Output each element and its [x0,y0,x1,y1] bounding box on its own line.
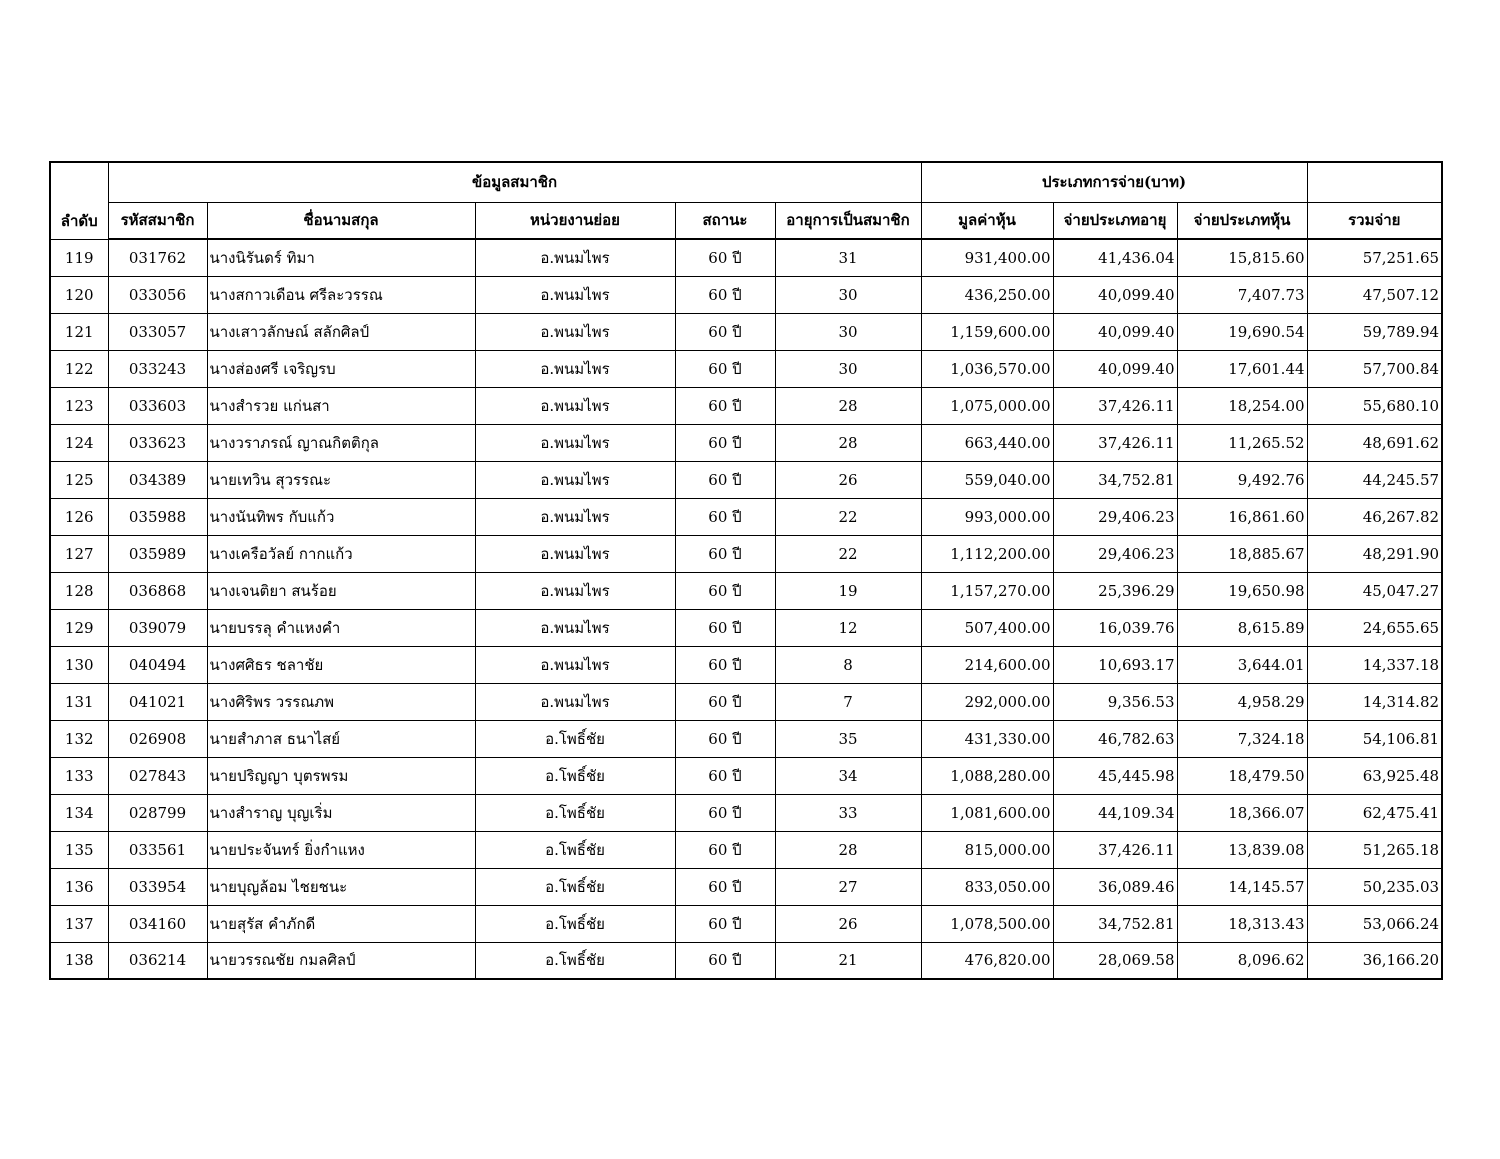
header-group-blank [1307,162,1442,202]
cell-status: 60 ปี [675,942,775,979]
cell-status: 60 ปี [675,572,775,609]
cell-years: 12 [775,609,921,646]
cell-total: 59,789.94 [1307,313,1442,350]
column-header-name: ชื่อนามสกุล [207,202,475,239]
cell-share-value: 1,078,500.00 [921,905,1053,942]
cell-share-value: 1,075,000.00 [921,387,1053,424]
cell-no: 132 [50,720,108,757]
table-row [50,905,1442,942]
cell-member-id: 033243 [108,350,207,387]
cell-years: 26 [775,905,921,942]
cell-member-id: 033954 [108,868,207,905]
column-header-years: อายุการเป็นสมาชิก [775,202,921,239]
cell-unit: อ.พนมไพร [475,609,675,646]
cell-name: นางสำราญ บุญเริ่ม [207,794,475,831]
cell-share-pay: 4,958.29 [1177,683,1307,720]
cell-status: 60 ปี [675,239,775,276]
cell-unit: อ.พนมไพร [475,276,675,313]
cell-no: 125 [50,461,108,498]
cell-share-pay: 18,313.43 [1177,905,1307,942]
cell-unit: อ.โพธิ์ชัย [475,942,675,979]
cell-no: 124 [50,424,108,461]
cell-name: นางเครือวัลย์ กากแก้ว [207,535,475,572]
cell-total: 48,691.62 [1307,424,1442,461]
cell-share-pay: 19,690.54 [1177,313,1307,350]
header-group-row [50,162,1442,202]
cell-share-pay: 18,254.00 [1177,387,1307,424]
cell-status: 60 ปี [675,868,775,905]
cell-unit: อ.พนมไพร [475,498,675,535]
column-header-share-pay: จ่ายประเภทหุ้น [1177,202,1307,239]
cell-name: นายวรรณชัย กมลศิลป์ [207,942,475,979]
cell-no: 126 [50,498,108,535]
cell-total: 44,245.57 [1307,461,1442,498]
cell-status: 60 ปี [675,831,775,868]
cell-share-pay: 18,366.07 [1177,794,1307,831]
cell-years: 19 [775,572,921,609]
cell-age-pay: 45,445.98 [1053,757,1177,794]
cell-name: นางเสาวลักษณ์ สลักศิลป์ [207,313,475,350]
column-header-status: สถานะ [675,202,775,239]
cell-age-pay: 37,426.11 [1053,424,1177,461]
table-row [50,868,1442,905]
cell-no: 136 [50,868,108,905]
cell-no: 122 [50,350,108,387]
cell-member-id: 033603 [108,387,207,424]
cell-share-value: 931,400.00 [921,239,1053,276]
cell-status: 60 ปี [675,350,775,387]
cell-no: 138 [50,942,108,979]
cell-member-id: 026908 [108,720,207,757]
column-header-unit: หน่วยงานย่อย [475,202,675,239]
cell-age-pay: 40,099.40 [1053,313,1177,350]
table-body [50,239,1442,979]
cell-no: 131 [50,683,108,720]
cell-total: 57,700.84 [1307,350,1442,387]
cell-unit: อ.โพธิ์ชัย [475,720,675,757]
cell-member-id: 033623 [108,424,207,461]
cell-years: 30 [775,313,921,350]
cell-name: นางศศิธร ชลาชัย [207,646,475,683]
table-row [50,794,1442,831]
cell-share-value: 1,157,270.00 [921,572,1053,609]
cell-status: 60 ปี [675,905,775,942]
cell-total: 14,337.18 [1307,646,1442,683]
cell-share-pay: 8,096.62 [1177,942,1307,979]
cell-share-pay: 13,839.08 [1177,831,1307,868]
cell-years: 34 [775,757,921,794]
table-row [50,831,1442,868]
cell-unit: อ.พนมไพร [475,424,675,461]
cell-member-id: 033057 [108,313,207,350]
cell-status: 60 ปี [675,461,775,498]
cell-unit: อ.พนมไพร [475,572,675,609]
cell-years: 28 [775,831,921,868]
cell-no: 127 [50,535,108,572]
cell-years: 22 [775,535,921,572]
cell-total: 63,925.48 [1307,757,1442,794]
cell-age-pay: 34,752.81 [1053,461,1177,498]
cell-years: 7 [775,683,921,720]
cell-status: 60 ปี [675,276,775,313]
cell-name: นางนิรันดร์ ทิมา [207,239,475,276]
member-payment-table [49,161,1443,980]
cell-status: 60 ปี [675,720,775,757]
cell-name: นายสุรัส คำภักดี [207,905,475,942]
cell-share-pay: 9,492.76 [1177,461,1307,498]
cell-share-pay: 8,615.89 [1177,609,1307,646]
cell-name: นายประจันทร์ ยิ่งกำแหง [207,831,475,868]
cell-status: 60 ปี [675,313,775,350]
cell-total: 57,251.65 [1307,239,1442,276]
cell-name: นางส่องศรี เจริญรบ [207,350,475,387]
cell-total: 50,235.03 [1307,868,1442,905]
cell-years: 35 [775,720,921,757]
table-row [50,683,1442,720]
cell-age-pay: 37,426.11 [1053,831,1177,868]
cell-age-pay: 29,406.23 [1053,535,1177,572]
cell-unit: อ.พนมไพร [475,387,675,424]
cell-age-pay: 10,693.17 [1053,646,1177,683]
table-row [50,757,1442,794]
cell-share-value: 833,050.00 [921,868,1053,905]
cell-total: 14,314.82 [1307,683,1442,720]
column-header-age-pay: จ่ายประเภทอายุ [1053,202,1177,239]
cell-status: 60 ปี [675,609,775,646]
cell-age-pay: 16,039.76 [1053,609,1177,646]
cell-member-id: 040494 [108,646,207,683]
member-payment-sheet [49,161,1441,980]
header-group-member-info: ข้อมูลสมาชิก [108,162,921,202]
cell-age-pay: 29,406.23 [1053,498,1177,535]
cell-share-pay: 7,407.73 [1177,276,1307,313]
cell-member-id: 035988 [108,498,207,535]
cell-years: 8 [775,646,921,683]
cell-status: 60 ปี [675,794,775,831]
cell-unit: อ.พนมไพร [475,350,675,387]
cell-years: 22 [775,498,921,535]
cell-share-value: 559,040.00 [921,461,1053,498]
cell-member-id: 027843 [108,757,207,794]
table-row [50,424,1442,461]
cell-status: 60 ปี [675,757,775,794]
table-row [50,720,1442,757]
cell-status: 60 ปี [675,535,775,572]
cell-name: นายเทวิน สุวรรณะ [207,461,475,498]
cell-status: 60 ปี [675,387,775,424]
cell-status: 60 ปี [675,646,775,683]
table-row [50,387,1442,424]
cell-years: 27 [775,868,921,905]
cell-member-id: 028799 [108,794,207,831]
cell-share-pay: 16,861.60 [1177,498,1307,535]
cell-age-pay: 44,109.34 [1053,794,1177,831]
cell-unit: อ.โพธิ์ชัย [475,868,675,905]
cell-no: 123 [50,387,108,424]
cell-share-value: 507,400.00 [921,609,1053,646]
cell-age-pay: 9,356.53 [1053,683,1177,720]
cell-unit: อ.โพธิ์ชัย [475,905,675,942]
table-row [50,498,1442,535]
cell-name: นางศิริพร วรรณภพ [207,683,475,720]
cell-share-pay: 15,815.60 [1177,239,1307,276]
cell-age-pay: 36,089.46 [1053,868,1177,905]
header-group-payment-types: ประเภทการจ่าย(บาท) [921,162,1307,202]
cell-unit: อ.พนมไพร [475,239,675,276]
cell-no: 130 [50,646,108,683]
cell-share-pay: 18,479.50 [1177,757,1307,794]
cell-total: 62,475.41 [1307,794,1442,831]
cell-share-pay: 18,885.67 [1177,535,1307,572]
table-row [50,535,1442,572]
cell-no: 120 [50,276,108,313]
cell-total: 55,680.10 [1307,387,1442,424]
cell-age-pay: 28,069.58 [1053,942,1177,979]
cell-unit: อ.โพธิ์ชัย [475,757,675,794]
table-header [50,162,1442,239]
table-row [50,572,1442,609]
cell-age-pay: 40,099.40 [1053,350,1177,387]
cell-share-pay: 19,650.98 [1177,572,1307,609]
cell-name: นายบรรลุ คำแหงคำ [207,609,475,646]
cell-member-id: 041021 [108,683,207,720]
table-row [50,461,1442,498]
cell-member-id: 035989 [108,535,207,572]
cell-total: 36,166.20 [1307,942,1442,979]
cell-member-id: 034160 [108,905,207,942]
cell-total: 51,265.18 [1307,831,1442,868]
cell-member-id: 036868 [108,572,207,609]
column-header-member-id: รหัสสมาชิก [108,202,207,239]
cell-no: 137 [50,905,108,942]
cell-unit: อ.พนมไพร [475,461,675,498]
cell-no: 121 [50,313,108,350]
cell-name: นายบุญล้อม ไชยชนะ [207,868,475,905]
cell-years: 31 [775,239,921,276]
cell-member-id: 036214 [108,942,207,979]
cell-share-value: 993,000.00 [921,498,1053,535]
column-header-share-value: มูลค่าหุ้น [921,202,1053,239]
cell-share-pay: 14,145.57 [1177,868,1307,905]
cell-member-id: 034389 [108,461,207,498]
cell-share-pay: 17,601.44 [1177,350,1307,387]
cell-age-pay: 46,782.63 [1053,720,1177,757]
cell-years: 28 [775,424,921,461]
cell-share-pay: 7,324.18 [1177,720,1307,757]
cell-unit: อ.โพธิ์ชัย [475,794,675,831]
cell-age-pay: 41,436.04 [1053,239,1177,276]
cell-unit: อ.โพธิ์ชัย [475,831,675,868]
cell-member-id: 033056 [108,276,207,313]
cell-years: 33 [775,794,921,831]
table-row [50,942,1442,979]
cell-no: 133 [50,757,108,794]
cell-years: 30 [775,276,921,313]
cell-share-value: 815,000.00 [921,831,1053,868]
cell-share-value: 663,440.00 [921,424,1053,461]
table-row [50,239,1442,276]
cell-total: 54,106.81 [1307,720,1442,757]
cell-unit: อ.พนมไพร [475,535,675,572]
cell-age-pay: 40,099.40 [1053,276,1177,313]
cell-share-value: 476,820.00 [921,942,1053,979]
cell-total: 24,655.65 [1307,609,1442,646]
cell-years: 26 [775,461,921,498]
cell-member-id: 039079 [108,609,207,646]
cell-share-value: 1,159,600.00 [921,313,1053,350]
cell-age-pay: 25,396.29 [1053,572,1177,609]
cell-unit: อ.พนมไพร [475,683,675,720]
cell-total: 48,291.90 [1307,535,1442,572]
cell-share-value: 436,250.00 [921,276,1053,313]
cell-name: นางสำรวย แก่นสา [207,387,475,424]
table-row [50,609,1442,646]
cell-total: 46,267.82 [1307,498,1442,535]
cell-share-pay: 11,265.52 [1177,424,1307,461]
cell-name: นายสำภาส ธนาไสย์ [207,720,475,757]
cell-status: 60 ปี [675,498,775,535]
cell-share-value: 1,081,600.00 [921,794,1053,831]
cell-no: 135 [50,831,108,868]
cell-share-value: 1,112,200.00 [921,535,1053,572]
cell-no: 119 [50,239,108,276]
table-row [50,646,1442,683]
cell-share-value: 292,000.00 [921,683,1053,720]
table-row [50,350,1442,387]
cell-no: 129 [50,609,108,646]
cell-no: 134 [50,794,108,831]
cell-age-pay: 37,426.11 [1053,387,1177,424]
cell-name: นางนันทิพร กับแก้ว [207,498,475,535]
cell-share-value: 1,036,570.00 [921,350,1053,387]
header-column-row [50,202,1442,239]
cell-no: 128 [50,572,108,609]
cell-total: 53,066.24 [1307,905,1442,942]
cell-name: นายปริญญา บุตรพรม [207,757,475,794]
column-header-no: ลำดับ [50,162,108,239]
cell-total: 45,047.27 [1307,572,1442,609]
cell-name: นางวราภรณ์ ญาณกิตติกุล [207,424,475,461]
cell-name: นางสกาวเดือน ศรีละวรรณ [207,276,475,313]
cell-years: 28 [775,387,921,424]
cell-unit: อ.พนมไพร [475,313,675,350]
cell-status: 60 ปี [675,683,775,720]
cell-total: 47,507.12 [1307,276,1442,313]
table-row [50,276,1442,313]
cell-share-value: 1,088,280.00 [921,757,1053,794]
cell-share-value: 431,330.00 [921,720,1053,757]
cell-years: 21 [775,942,921,979]
cell-member-id: 031762 [108,239,207,276]
cell-status: 60 ปี [675,424,775,461]
cell-age-pay: 34,752.81 [1053,905,1177,942]
cell-unit: อ.พนมไพร [475,646,675,683]
cell-member-id: 033561 [108,831,207,868]
cell-share-value: 214,600.00 [921,646,1053,683]
cell-years: 30 [775,350,921,387]
column-header-total: รวมจ่าย [1307,202,1442,239]
cell-name: นางเจนติยา สนร้อย [207,572,475,609]
cell-share-pay: 3,644.01 [1177,646,1307,683]
table-row [50,313,1442,350]
